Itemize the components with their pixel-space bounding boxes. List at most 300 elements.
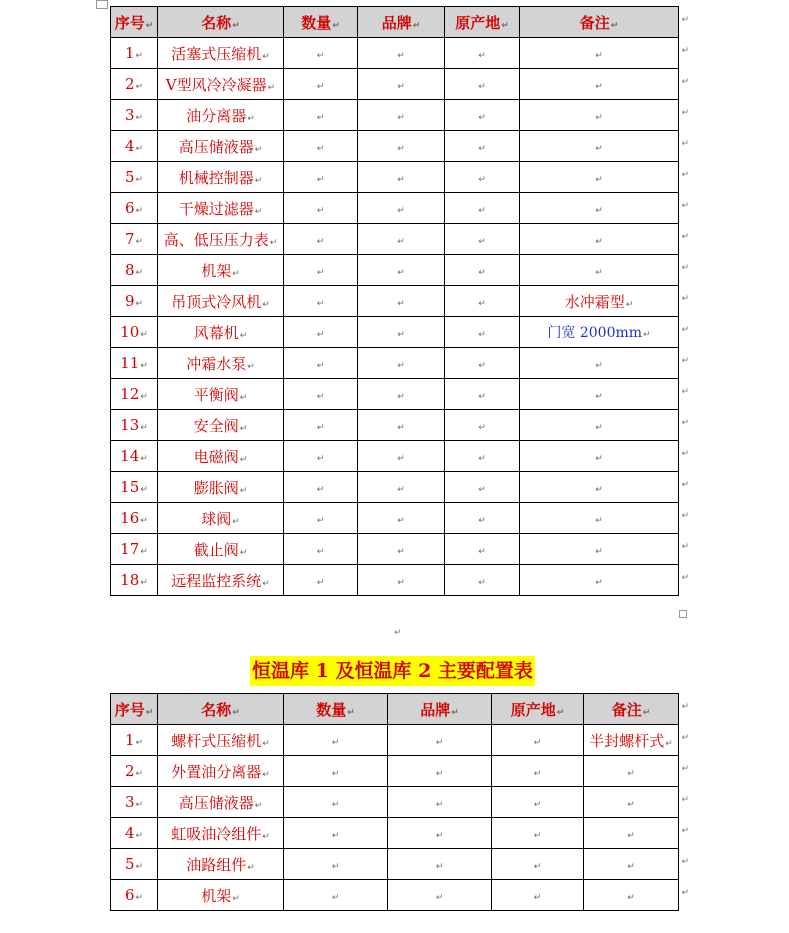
column-header: [111, 7, 158, 38]
paragraph-mark-icon: ↵: [478, 51, 486, 61]
cell-index-text: 6: [124, 199, 135, 217]
cell-index: [111, 69, 158, 100]
cell-empty: [284, 348, 358, 379]
paragraph-mark-icon: ↵: [140, 392, 148, 402]
row-end-mark: ↵: [681, 45, 690, 56]
cell-name: [158, 565, 284, 596]
column-header: [284, 7, 358, 38]
paragraph-mark-icon: ↵: [316, 237, 325, 247]
paragraph-mark-icon: ↵: [595, 175, 603, 185]
paragraph-mark-icon: ↵: [331, 831, 340, 841]
table-2: [110, 693, 679, 911]
paragraph-mark-icon: ↵: [232, 893, 240, 904]
cell-empty: [445, 69, 520, 100]
paragraph-mark-icon: ↵: [478, 578, 486, 588]
cell-name: [158, 410, 284, 441]
paragraph-mark-icon: ↵: [331, 800, 340, 810]
paragraph-mark-icon: ↵: [135, 299, 144, 309]
cell-name-text: 螺杆式压缩机: [171, 731, 262, 750]
table-row: [111, 162, 679, 193]
column-header-label: 名称: [201, 13, 232, 32]
paragraph-mark-icon: ↵: [397, 485, 405, 495]
paragraph-mark-icon: ↵: [347, 707, 355, 718]
table-row: [111, 756, 679, 787]
cell-empty: [358, 379, 445, 410]
cell-empty: [284, 849, 388, 880]
cell-empty: [492, 787, 584, 818]
paragraph-mark-icon: ↵: [397, 299, 405, 309]
paragraph-mark-icon: ↵: [478, 82, 486, 92]
cell-index: [111, 193, 158, 224]
row-end-mark: ↵: [681, 448, 690, 459]
cell-empty: [445, 348, 520, 379]
paragraph-mark-icon: ↵: [643, 330, 651, 340]
cell-index: [111, 441, 158, 472]
paragraph-mark-icon: ↵: [262, 831, 270, 842]
cell-note: [520, 534, 679, 565]
table-1: [110, 6, 679, 596]
cell-note: [520, 224, 679, 255]
cell-empty: [358, 441, 445, 472]
paragraph-mark-icon: ↵: [435, 893, 444, 903]
cell-note: [520, 410, 679, 441]
paragraph-mark-icon: ↵: [478, 392, 486, 402]
cell-index: [111, 503, 158, 534]
cell-empty: [445, 379, 520, 410]
paragraph-mark-icon: ↵: [135, 144, 144, 154]
cell-index-text: 11: [120, 354, 140, 372]
cell-note: [520, 131, 679, 162]
paragraph-mark-icon: ↵: [595, 237, 603, 247]
cell-index: [111, 849, 158, 880]
cell-note: [520, 286, 679, 317]
cell-name: [158, 193, 284, 224]
paragraph-mark-icon: ↵: [239, 330, 248, 341]
cell-empty: [284, 286, 358, 317]
cell-name-text: 截止阀: [193, 540, 239, 559]
column-header: [111, 694, 158, 725]
cell-empty: [284, 787, 388, 818]
table-row: [111, 849, 679, 880]
paragraph-mark-icon: ↵: [478, 113, 486, 123]
cell-name: [158, 286, 284, 317]
cell-index-text: 18: [120, 571, 140, 589]
row-end-mark: ↵: [681, 510, 690, 521]
paragraph-mark-icon: ↵: [262, 769, 270, 780]
cell-empty: [284, 534, 358, 565]
paragraph-mark-icon: ↵: [397, 547, 405, 557]
paragraph-mark-icon: ↵: [145, 707, 154, 718]
cell-empty: [284, 725, 388, 756]
cell-name-text: 虹吸油冷组件: [171, 824, 262, 843]
table-row: [111, 379, 679, 410]
cell-name: [158, 441, 284, 472]
paragraph-mark-icon: ↵: [478, 361, 486, 371]
cell-empty: [284, 410, 358, 441]
cell-empty: [445, 472, 520, 503]
cell-empty: [284, 255, 358, 286]
cell-empty: [358, 472, 445, 503]
cell-note: [584, 880, 679, 911]
cell-index-text: 2: [124, 762, 135, 780]
paragraph-mark-icon: ↵: [397, 51, 405, 61]
paragraph-mark-icon: ↵: [397, 206, 405, 216]
cell-empty: [358, 317, 445, 348]
paragraph-mark-icon: ↵: [435, 769, 444, 779]
table-row: [111, 69, 679, 100]
cell-note: [520, 162, 679, 193]
column-header-label: 原产地: [455, 13, 501, 32]
cell-note: [584, 818, 679, 849]
paragraph-mark-icon: ↵: [316, 330, 325, 340]
paragraph-mark-icon: ↵: [316, 485, 325, 495]
cell-empty: [388, 756, 492, 787]
cell-name: [158, 503, 284, 534]
paragraph-mark-icon: ↵: [478, 299, 486, 309]
cell-empty: [358, 255, 445, 286]
paragraph-mark-icon: ↵: [331, 769, 340, 779]
cell-name-text: V型风冷冷凝器: [165, 75, 267, 94]
paragraph-mark-icon: ↵: [627, 769, 635, 779]
row-end-mark: ↵: [681, 887, 690, 898]
paragraph-mark-icon: ↵: [232, 516, 240, 527]
cell-empty: [284, 472, 358, 503]
paragraph-mark-icon: ↵: [140, 485, 148, 495]
paragraph-mark-icon: ↵: [435, 862, 444, 872]
paragraph-mark-icon: ↵: [239, 547, 248, 558]
paragraph-mark-icon: ↵: [595, 268, 603, 278]
paragraph-mark-icon: ↵: [595, 547, 603, 557]
paragraph-mark-icon: ↵: [610, 20, 619, 31]
cell-name-text: 吊顶式冷风机: [171, 292, 262, 311]
cell-empty: [358, 100, 445, 131]
paragraph-mark-icon: ↵: [533, 893, 542, 903]
paragraph-mark-icon: ↵: [435, 831, 444, 841]
paragraph-mark-icon: ↵: [140, 516, 148, 526]
paragraph-mark-icon: ↵: [625, 299, 634, 310]
cell-index: [111, 224, 158, 255]
paragraph-mark-icon: ↵: [595, 392, 603, 402]
cell-empty: [358, 565, 445, 596]
paragraph-mark-icon: ↵: [135, 738, 144, 748]
column-header: [158, 7, 284, 38]
paragraph-mark-icon: ↵: [595, 144, 603, 154]
paragraph-mark-icon: ↵: [140, 361, 148, 371]
paragraph-mark-icon: ↵: [332, 20, 340, 31]
cell-empty: [358, 193, 445, 224]
cell-empty: [358, 162, 445, 193]
cell-note: [584, 787, 679, 818]
cell-empty: [358, 224, 445, 255]
paragraph-mark-icon: ↵: [140, 547, 148, 557]
column-header-label: 原产地: [510, 700, 556, 719]
paragraph-mark-icon: ↵: [135, 862, 144, 872]
paragraph-mark-icon: ↵: [262, 51, 270, 62]
paragraph-mark-icon: ↵: [316, 144, 325, 154]
cell-empty: [445, 503, 520, 534]
cell-index: [111, 818, 158, 849]
paragraph-mark-icon: ↵: [247, 113, 255, 124]
paragraph-mark-icon: ↵: [316, 113, 325, 123]
row-end-mark: ↵: [681, 856, 690, 867]
cell-index-text: 10: [120, 323, 140, 341]
cell-empty: [358, 38, 445, 69]
paragraph-mark-icon: ↵: [595, 516, 603, 526]
cell-name: [158, 348, 284, 379]
cell-empty: [358, 286, 445, 317]
paragraph-mark-icon: ↵: [478, 454, 486, 464]
cell-name: [158, 255, 284, 286]
cell-name: [158, 472, 284, 503]
cell-empty: [492, 849, 584, 880]
cell-name-text: 干燥过滤器: [178, 199, 254, 218]
paragraph-mark-icon: ↵: [232, 268, 240, 279]
cell-note: [520, 100, 679, 131]
cell-index: [111, 317, 158, 348]
table-move-handle[interactable]: [96, 0, 108, 9]
paragraph-mark: ↵: [394, 628, 402, 638]
paragraph-mark-icon: ↵: [232, 20, 240, 31]
cell-index: [111, 565, 158, 596]
paragraph-mark-icon: ↵: [239, 454, 248, 465]
paragraph-mark-icon: ↵: [140, 330, 148, 340]
cell-empty: [388, 725, 492, 756]
cell-name-text: 高、低压压力表: [163, 230, 269, 249]
cell-name-text: 高压储液器: [178, 793, 254, 812]
paragraph-mark-icon: ↵: [595, 485, 603, 495]
column-header-label: 序号: [114, 700, 145, 719]
cell-name-text: 油路组件: [186, 855, 247, 874]
cell-empty: [445, 565, 520, 596]
cell-index: [111, 756, 158, 787]
paragraph-mark-icon: ↵: [556, 707, 565, 718]
table-row: [111, 38, 679, 69]
cell-empty: [358, 534, 445, 565]
paragraph-mark-icon: ↵: [478, 423, 486, 433]
column-header: [284, 694, 388, 725]
cell-note: [520, 565, 679, 596]
paragraph-mark-icon: ↵: [135, 237, 144, 247]
column-header-label: 序号: [114, 13, 145, 32]
cell-index: [111, 379, 158, 410]
cell-index-text: 13: [120, 416, 140, 434]
cell-name: [158, 756, 284, 787]
cell-empty: [445, 286, 520, 317]
cell-index: [111, 534, 158, 565]
paragraph-mark-icon: ↵: [239, 392, 248, 403]
cell-empty: [445, 255, 520, 286]
paragraph-mark-icon: ↵: [397, 113, 405, 123]
paragraph-mark-icon: ↵: [533, 800, 542, 810]
table-resize-handle[interactable]: [679, 610, 687, 618]
row-end-mark: ↵: [681, 417, 690, 428]
cell-empty: [492, 818, 584, 849]
paragraph-mark-icon: ↵: [135, 206, 144, 216]
paragraph-mark-icon: ↵: [397, 144, 405, 154]
row-end-mark: ↵: [681, 701, 690, 712]
cell-empty: [284, 441, 358, 472]
table-row: [111, 534, 679, 565]
table-row: [111, 255, 679, 286]
paragraph-mark-icon: ↵: [478, 268, 486, 278]
row-end-mark: ↵: [681, 262, 690, 273]
cell-note: [584, 756, 679, 787]
paragraph-mark-icon: ↵: [627, 893, 635, 903]
cell-name: [158, 38, 284, 69]
paragraph-mark-icon: ↵: [533, 831, 542, 841]
cell-empty: [284, 565, 358, 596]
paragraph-mark-icon: ↵: [478, 547, 486, 557]
cell-empty: [284, 756, 388, 787]
cell-empty: [445, 38, 520, 69]
paragraph-mark-icon: ↵: [595, 361, 603, 371]
row-end-mark: ↵: [681, 386, 690, 397]
cell-name: [158, 162, 284, 193]
cell-empty: [445, 193, 520, 224]
cell-note: [520, 255, 679, 286]
cell-index-text: 16: [120, 509, 140, 527]
cell-name: [158, 818, 284, 849]
row-end-mark: ↵: [681, 794, 690, 805]
cell-name: [158, 534, 284, 565]
column-header-label: 备注: [611, 700, 642, 719]
cell-note: [584, 725, 679, 756]
paragraph-mark-icon: ↵: [316, 423, 325, 433]
cell-index-text: 14: [120, 447, 140, 465]
cell-index: [111, 472, 158, 503]
paragraph-mark-icon: ↵: [316, 547, 325, 557]
cell-empty: [388, 880, 492, 911]
paragraph-mark-icon: ↵: [262, 578, 270, 589]
cell-name-text: 球阀: [201, 509, 232, 528]
cell-index: [111, 286, 158, 317]
cell-index-text: 8: [124, 261, 135, 279]
paragraph-mark-icon: ↵: [316, 392, 325, 402]
paragraph-mark-icon: ↵: [316, 51, 325, 61]
paragraph-mark-icon: ↵: [254, 206, 263, 217]
cell-empty: [358, 503, 445, 534]
cell-index-text: 4: [124, 137, 135, 155]
paragraph-mark-icon: ↵: [595, 454, 603, 464]
paragraph-mark-icon: ↵: [397, 237, 405, 247]
row-end-mark: ↵: [681, 324, 690, 335]
cell-empty: [358, 131, 445, 162]
cell-note: [520, 193, 679, 224]
cell-index-text: 1: [124, 731, 135, 749]
paragraph-mark-icon: ↵: [135, 175, 144, 185]
cell-empty: [358, 348, 445, 379]
paragraph-mark-icon: ↵: [397, 330, 405, 340]
paragraph-mark-icon: ↵: [397, 175, 405, 185]
cell-index-text: 5: [124, 168, 135, 186]
cell-empty: [284, 162, 358, 193]
paragraph-mark-icon: ↵: [239, 423, 248, 434]
cell-empty: [284, 379, 358, 410]
cell-note-text: 门宽 2000mm: [547, 325, 643, 341]
cell-empty: [358, 410, 445, 441]
table-header-row: [111, 694, 679, 725]
table-row: [111, 565, 679, 596]
column-header: [358, 7, 445, 38]
paragraph-mark-icon: ↵: [595, 113, 603, 123]
paragraph-mark-icon: ↵: [478, 516, 486, 526]
cell-note-text: 半封螺杆式: [589, 731, 665, 750]
cell-name-text: 电磁阀: [193, 447, 239, 466]
row-end-mark: ↵: [681, 169, 690, 180]
paragraph-mark-icon: ↵: [478, 144, 486, 154]
cell-index: [111, 255, 158, 286]
row-end-mark: ↵: [681, 138, 690, 149]
cell-index: [111, 131, 158, 162]
paragraph-mark-icon: ↵: [316, 175, 325, 185]
cell-index-text: 15: [120, 478, 140, 496]
cell-name: [158, 880, 284, 911]
column-header-label: 数量: [316, 700, 347, 719]
row-end-mark: ↵: [681, 825, 690, 836]
table-row: [111, 224, 679, 255]
paragraph-mark-icon: ↵: [316, 578, 325, 588]
cell-name-text: 活塞式压缩机: [171, 44, 262, 63]
cell-empty: [445, 162, 520, 193]
cell-name-text: 机械控制器: [178, 168, 254, 187]
cell-empty: [388, 849, 492, 880]
table-row: [111, 725, 679, 756]
cell-name-text: 机架: [201, 886, 232, 905]
paragraph-mark-icon: ↵: [135, 831, 144, 841]
paragraph-mark-icon: ↵: [595, 51, 603, 61]
table-row: [111, 317, 679, 348]
cell-empty: [284, 38, 358, 69]
table-row: [111, 100, 679, 131]
paragraph-mark-icon: ↵: [412, 20, 421, 31]
cell-index: [111, 100, 158, 131]
cell-index-text: 2: [124, 75, 135, 93]
cell-note: [520, 69, 679, 100]
cell-name-text: 冲霜水泵: [186, 354, 247, 373]
row-end-mark: ↵: [681, 572, 690, 583]
paragraph-mark-icon: ↵: [135, 51, 144, 61]
cell-name-text: 外置油分离器: [171, 762, 262, 781]
column-header-label: 品牌: [420, 700, 451, 719]
paragraph-mark-icon: ↵: [478, 237, 486, 247]
table-row: [111, 348, 679, 379]
cell-name-text: 高压储液器: [178, 137, 254, 156]
cell-empty: [445, 534, 520, 565]
cell-index: [111, 787, 158, 818]
paragraph-mark-icon: ↵: [595, 578, 603, 588]
cell-index-text: 3: [124, 106, 135, 124]
paragraph-mark-icon: ↵: [642, 707, 651, 718]
paragraph-mark-icon: ↵: [316, 82, 325, 92]
paragraph-mark-icon: ↵: [397, 361, 405, 371]
paragraph-mark-icon: ↵: [478, 330, 486, 340]
paragraph-mark-icon: ↵: [397, 516, 405, 526]
row-end-mark: ↵: [681, 541, 690, 552]
paragraph-mark-icon: ↵: [239, 485, 248, 496]
paragraph-mark-icon: ↵: [595, 82, 603, 92]
paragraph-mark-icon: ↵: [135, 82, 144, 92]
column-header: [445, 7, 520, 38]
paragraph-mark-icon: ↵: [254, 800, 263, 811]
table-row: [111, 193, 679, 224]
paragraph-mark-icon: ↵: [316, 268, 325, 278]
column-header-label: 名称: [201, 700, 232, 719]
cell-name-text: 膨胀阀: [193, 478, 239, 497]
cell-empty: [492, 725, 584, 756]
row-end-mark: ↵: [681, 14, 690, 25]
cell-empty: [284, 880, 388, 911]
cell-note: [520, 503, 679, 534]
